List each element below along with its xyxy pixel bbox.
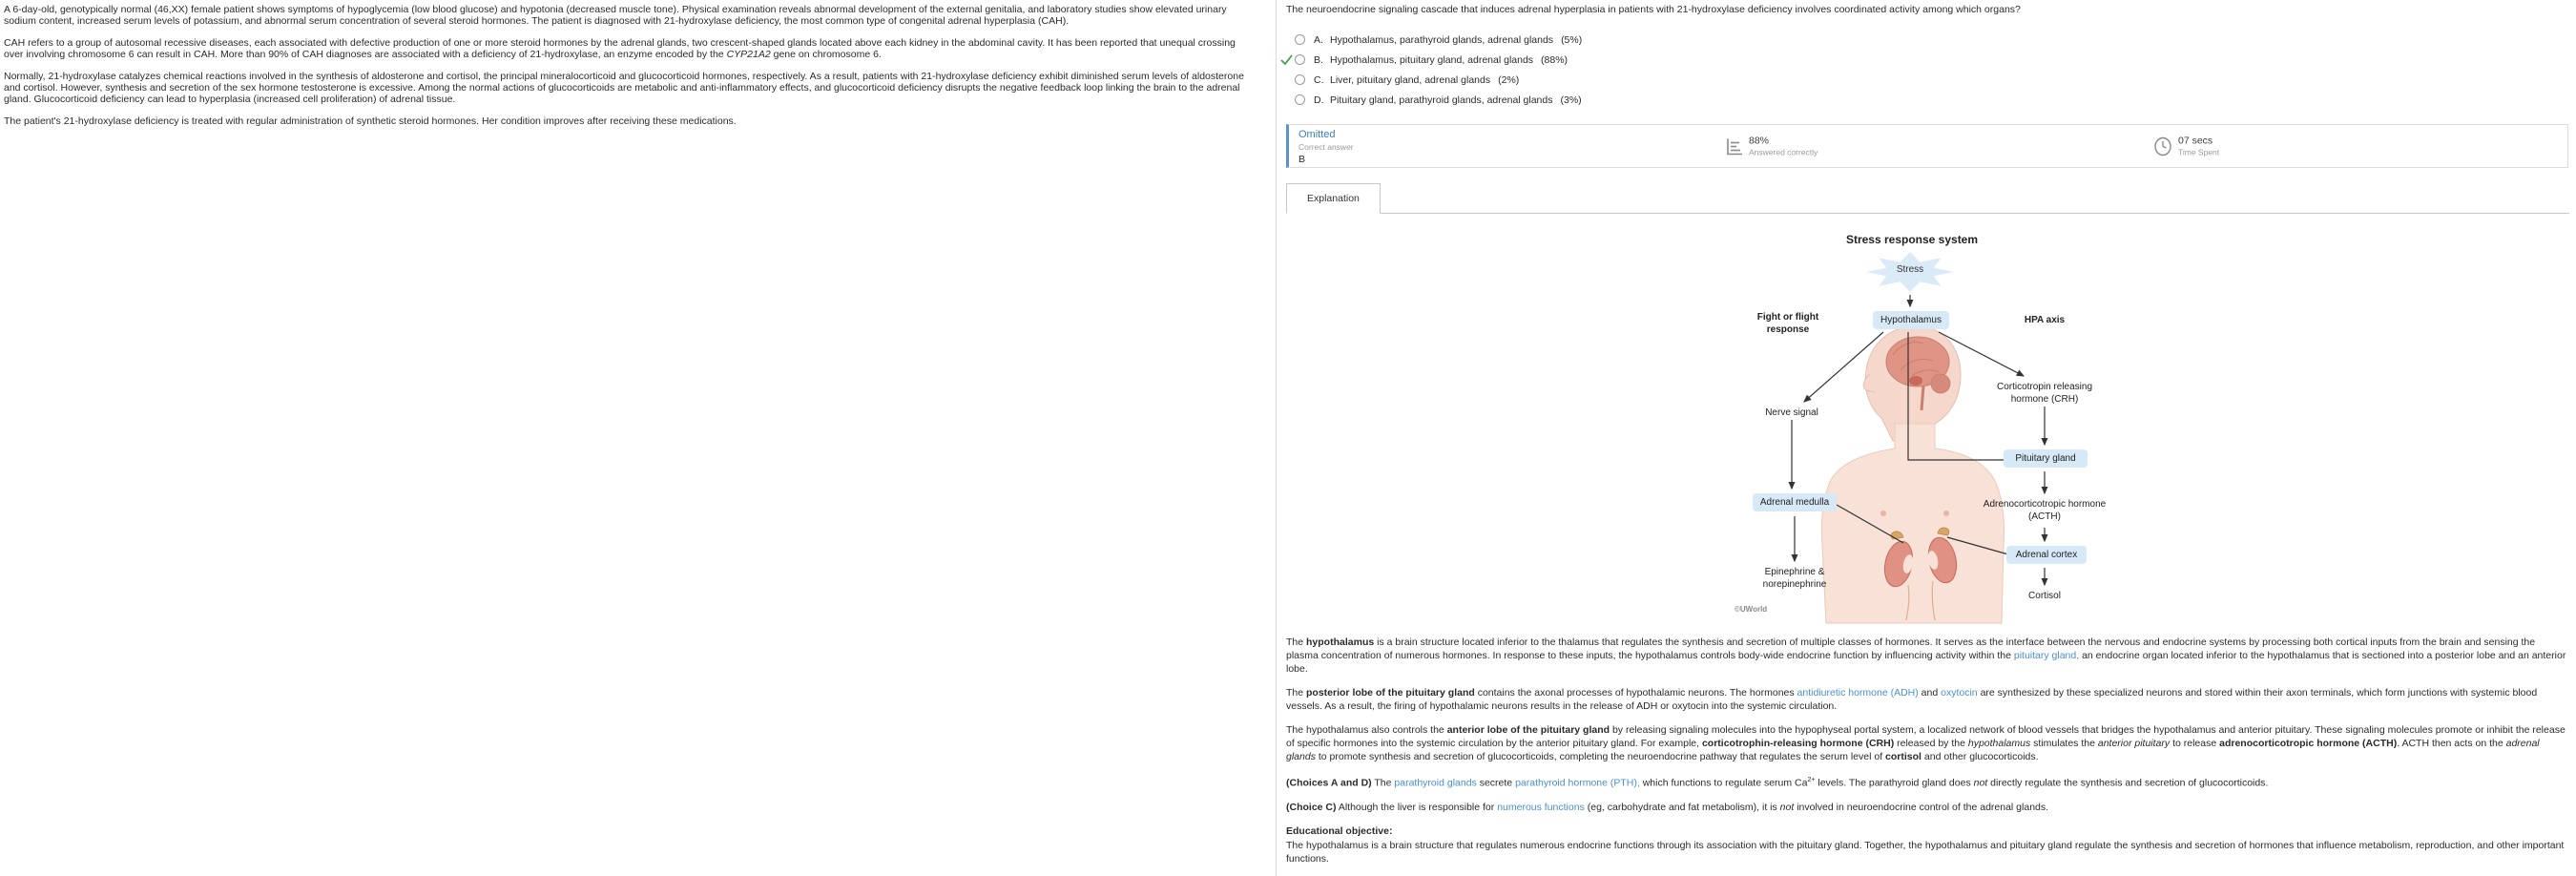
option-percentage: (3%): [1560, 94, 1582, 106]
radio-button[interactable]: [1295, 34, 1305, 45]
result-status: Omitted: [1298, 129, 1336, 140]
option-percentage: (5%): [1561, 33, 1583, 46]
tab-explanation[interactable]: Explanation: [1286, 183, 1381, 214]
crh-label: Corticotropin releasing hormone (CRH): [1996, 382, 2093, 405]
text-link[interactable]: oxytocin: [1941, 687, 1978, 699]
text-link[interactable]: antidiuretic hormone (ADH): [1797, 687, 1919, 699]
educational-objective-body: The hypothalamus is a brain structure that regulates numerous endocrine functions through its association with the pituitary gland. Together, the hypothalamus and pituitary gland regulate the synthesis and secretion of hormones that influence metabolism, reproduction, and other important functions.: [1286, 839, 2565, 865]
tab-bar: [1286, 183, 2569, 214]
explanation-paragraph: The posterior lobe of the pituitary gland contains the axonal processes of hypothalamic neurons. The hormones antidiuretic hormone (ADH) and oxytocin are synthesized by these specialized neurons and stored within their axon terminals, which form junctions with systemic blood vessels. As a result, the firing of hypothalamic neurons results in the release of ADH or oxytocin into the systemic circulation.: [1286, 687, 2538, 712]
correct-answer-check-icon: [1280, 53, 1295, 66]
check-spacer: [1280, 94, 1295, 106]
diagram-title: Stress response system: [1845, 233, 1979, 246]
text-link[interactable]: numerous functions: [1497, 801, 1585, 813]
adrenal-medulla-box: Adrenal medulla: [1753, 493, 1837, 511]
question-text: The neuroendocrine signaling cascade that induces adrenal hyperplasia in patients with 21-hydroxylase deficiency involves coordinated activity among which organs?: [1286, 4, 2021, 15]
option-text: Pituitary gland, parathyroid glands, adrenal glands: [1330, 94, 1553, 106]
option-text: Liver, pituitary gland, adrenal glands: [1330, 73, 1491, 86]
answered-correctly-value: 88%: [1749, 135, 1770, 147]
stats-bar: [1286, 124, 2568, 168]
answered-correctly-block: [1723, 136, 1818, 157]
correct-answer-value: B: [1298, 154, 1306, 165]
answered-correctly-label: Answered correctly: [1749, 147, 1818, 157]
question-stem-panel: [0, 0, 1269, 137]
answer-option-d[interactable]: [1280, 90, 2569, 110]
option-letter: A.: [1314, 33, 1323, 46]
clock-icon: [2152, 136, 2173, 156]
text-link[interactable]: parathyroid hormone (PTH),: [1515, 777, 1640, 789]
explanation-paragraph: The hypothalamus also controls the anterior lobe of the pituitary gland by releasing signaling molecules into the hypophyseal portal system, a localized network of blood vessels that bridges the hypothalamus and anterior pituitary. These signaling molecules promote or inhibit the release of specific hormones into the systemic circulation by the anterior pituitary gland. For example, corticotrophin-releasing hormone (CRH) released by the hypothalamus stimulates the anterior pituitary to release adrenocorticotropic hormone (ACTH). ACTH then acts on the adrenal glands to promote synthesis and secretion of glucocorticoids, completing the neuroendocrine pathway that regulates the serum level of cortisol and other glucocorticoids.: [1286, 724, 2566, 762]
answer-option-b[interactable]: [1280, 50, 2569, 70]
option-text: Hypothalamus, pituitary gland, adrenal glands: [1330, 53, 1534, 66]
check-spacer: [1280, 73, 1295, 86]
option-letter: C.: [1314, 73, 1324, 86]
explanation-choices-ad: (Choices A and D) The parathyroid glands secrete parathyroid hormone (PTH), which functions to regulate serum $Ca^{2+}$ levels. The parathyroid gland does not directly regulate the synthesis and secretion of glucocorticoids.: [1286, 777, 2269, 789]
uworld-credit: ©UWorld: [1735, 605, 1768, 614]
option-letter: B.: [1314, 53, 1323, 66]
time-spent-value: 07 secs: [2178, 135, 2213, 147]
answer-option-a[interactable]: [1280, 30, 2569, 50]
answer-option-c[interactable]: [1280, 70, 2569, 90]
option-percentage: (2%): [1498, 73, 1520, 86]
radio-button[interactable]: [1295, 74, 1305, 85]
option-letter: D.: [1314, 94, 1324, 106]
explanation-paragraph: The hypothalamus is a brain structure located inferior to the thalamus that regulates the synthesis and secretion of multiple classes of hormones. It serves as the interface between the nervous and endocrine systems by processing both cortical inputs from the brain and sensing the plasma concentration of numerous hormones. In response to these inputs, the hypothalamus controls body-wide endocrine function by influencing activity within the pituitary gland, an endocrine organ located inferior to the hypothalamus that is sectioned into a posterior lobe and an anterior lobe.: [1286, 636, 2566, 675]
radio-button[interactable]: [1295, 54, 1305, 65]
result-block: [1298, 129, 1354, 165]
check-spacer: [1280, 33, 1295, 46]
stem-paragraph: CAH refers to a group of autosomal recessive diseases, each associated with defective production of one or more steroid hormones by the adrenal glands, two crescent-shaped glands located above each kidney in the abdominal cavity. It has been reported that unequal crossing over involving chromosome 6 can result in CAH. More than 90% of CAH diagnoses are associated with a deficiency of 21-hydroxylase, an enzyme encoded by the CYP21A2 gene on chromosome 6.: [4, 37, 1236, 60]
answer-options: [1280, 30, 2569, 110]
stem-paragraph: The patient's 21-hydroxylase deficiency is treated with regular administration of synthetic steroid hormones. Her condition improves after receiving these medications.: [4, 115, 737, 127]
option-percentage: (88%): [1541, 53, 1568, 66]
epinephrine-label: Epinephrine & norepinephrine: [1762, 567, 1827, 590]
option-text: Hypothalamus, parathyroid glands, adrenal glands: [1330, 33, 1554, 46]
stem-paragraph: A 6-day-old, genotypically normal (46,XX) female patient shows symptoms of hypoglycemia (low blood glucose) and hypotonia (decreased muscle tone). Physical examination reveals abnormal development of the external genitalia, and laboratory studies show elevated urinary sodium content, increased serum levels of potassium, and abnormal serum concentration of several steroid hormones. The patient is diagnosed with 21-hydroxylase deficiency, the most common type of congenital adrenal hyperplasia (CAH).: [4, 4, 1227, 27]
stress-response-diagram: [1668, 231, 2107, 624]
hpa-axis-label: HPA axis: [2024, 315, 2066, 325]
explanation-choice-c: (Choice C) Although the liver is responsible for numerous functions (eg, carbohydrate and fat metabolism), it is not involved in neuroendocrine control of the adrenal glands.: [1286, 801, 2049, 813]
fight-or-flight-label: Fight or flight response: [1756, 312, 1819, 335]
time-spent-label: Time Spent: [2178, 147, 2220, 157]
radio-button[interactable]: [1295, 94, 1305, 105]
educational-objective-heading: Educational objective:: [1286, 824, 1393, 837]
correct-answer-label: Correct answer: [1298, 142, 1354, 152]
acth-label: Adrenocorticotropic hormone (ACTH): [1983, 499, 2107, 522]
stem-paragraph: Normally, 21-hydroxylase catalyzes chemical reactions involved in the synthesis of aldosterone and cortisol, the principal mineralocorticoid and glucocorticoid hormones, respectively. As a result, patients with 21-hydroxylase deficiency exhibit diminished serum levels of aldosterone and cortisol. However, synthesis and secretion of the sex hormone testosterone is excessive. Among the normal actions of glucocorticoids are metabolic and anti-inflammatory effects, and glucocorticoid deficiency disrupts the negative feedback loop linking the brain to the adrenal gland. Glucocorticoid deficiency can lead to hyperplasia (increased cell proliferation) of adrenal tissue.: [4, 71, 1244, 105]
text-link[interactable]: pituitary gland,: [2013, 650, 2080, 661]
pituitary-gland-box: Pituitary gland: [2004, 449, 2088, 468]
panel-divider: [1276, 0, 1277, 876]
stress-starburst: [1864, 250, 1956, 294]
explanation-text: [1286, 636, 2569, 866]
nerve-signal-label: Nerve signal: [1765, 407, 1818, 418]
answer-panel: [1286, 0, 2569, 876]
cortisol-label: Cortisol: [2028, 591, 2061, 601]
time-spent-block: [2152, 136, 2219, 157]
text-link[interactable]: parathyroid glands: [1394, 777, 1477, 789]
stress-label: Stress: [1896, 264, 1924, 275]
hypothalamus-box: Hypothalamus: [1873, 311, 1949, 329]
bar-chart-icon: [1723, 136, 1744, 156]
adrenal-cortex-box: Adrenal cortex: [2006, 546, 2087, 564]
